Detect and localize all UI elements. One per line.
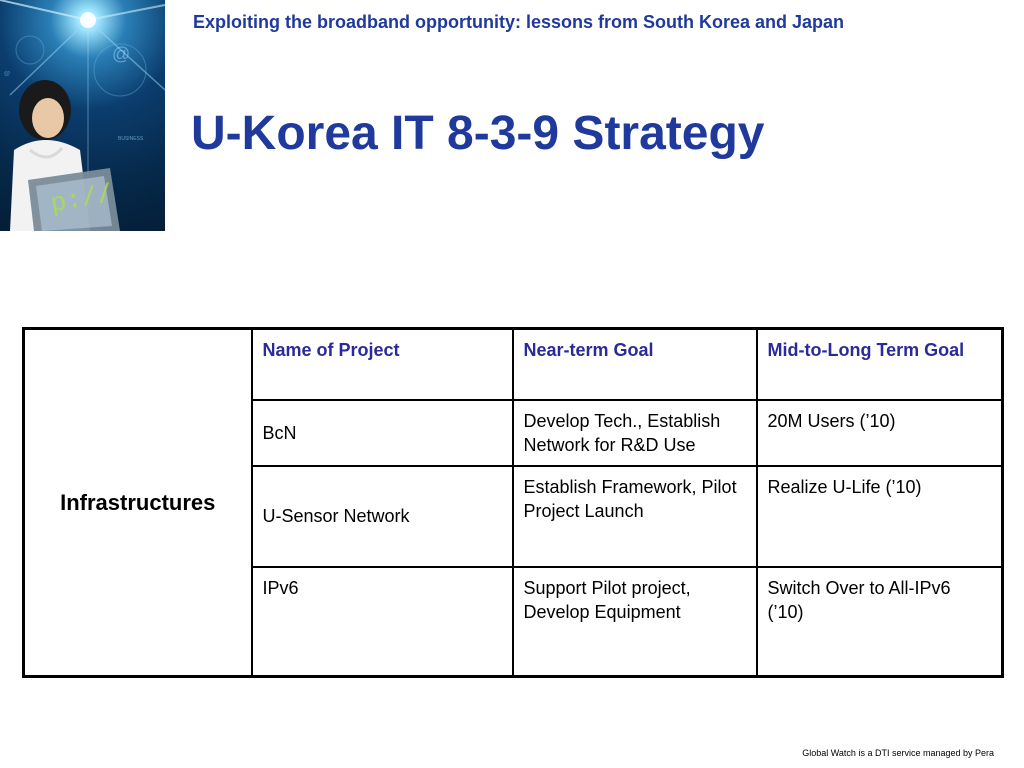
- svg-text:@: @: [112, 44, 131, 64]
- table-header-row: [24, 329, 1003, 400]
- presentation-subtitle: Exploiting the broadband opportunity: lessons from South Korea and Japan: [193, 12, 845, 32]
- project-name-cell: BcN: [252, 400, 513, 466]
- footer-credit: Global Watch is a DTI service managed by Pera: [802, 748, 994, 758]
- hero-photo: [0, 0, 165, 231]
- column-header-project: Name of Project: [252, 329, 513, 400]
- mid-long-term-goal-cell: Realize U-Life (’10): [757, 466, 1003, 567]
- strategy-table: [22, 327, 1004, 678]
- svg-text:BUSINESS: BUSINESS: [118, 136, 144, 142]
- slide-title: U-Korea IT 8-3-9 Strategy: [191, 107, 765, 160]
- project-name-cell: IPv6: [252, 567, 513, 677]
- near-term-goal-cell: Establish Framework, Pilot Project Launch: [513, 466, 757, 567]
- project-name-cell: U-Sensor Network: [252, 466, 513, 567]
- svg-text:p://: p://: [48, 178, 115, 220]
- near-term-goal-cell: Develop Tech., Establish Network for R&D Use: [513, 400, 757, 466]
- near-term-goal-cell: Support Pilot project, Develop Equipment: [513, 567, 757, 677]
- category-cell: Infrastructures: [24, 329, 252, 677]
- mid-long-term-goal-cell: Switch Over to All-IPv6 (’10): [757, 567, 1003, 677]
- svg-text:@: @: [4, 71, 11, 77]
- column-header-near-term: Near-term Goal: [513, 329, 757, 400]
- column-header-mid-long-term: Mid-to-Long Term Goal: [757, 329, 1003, 400]
- woman-at-laptop-illustration: [0, 0, 165, 231]
- mid-long-term-goal-cell: 20M Users (’10): [757, 400, 1003, 466]
